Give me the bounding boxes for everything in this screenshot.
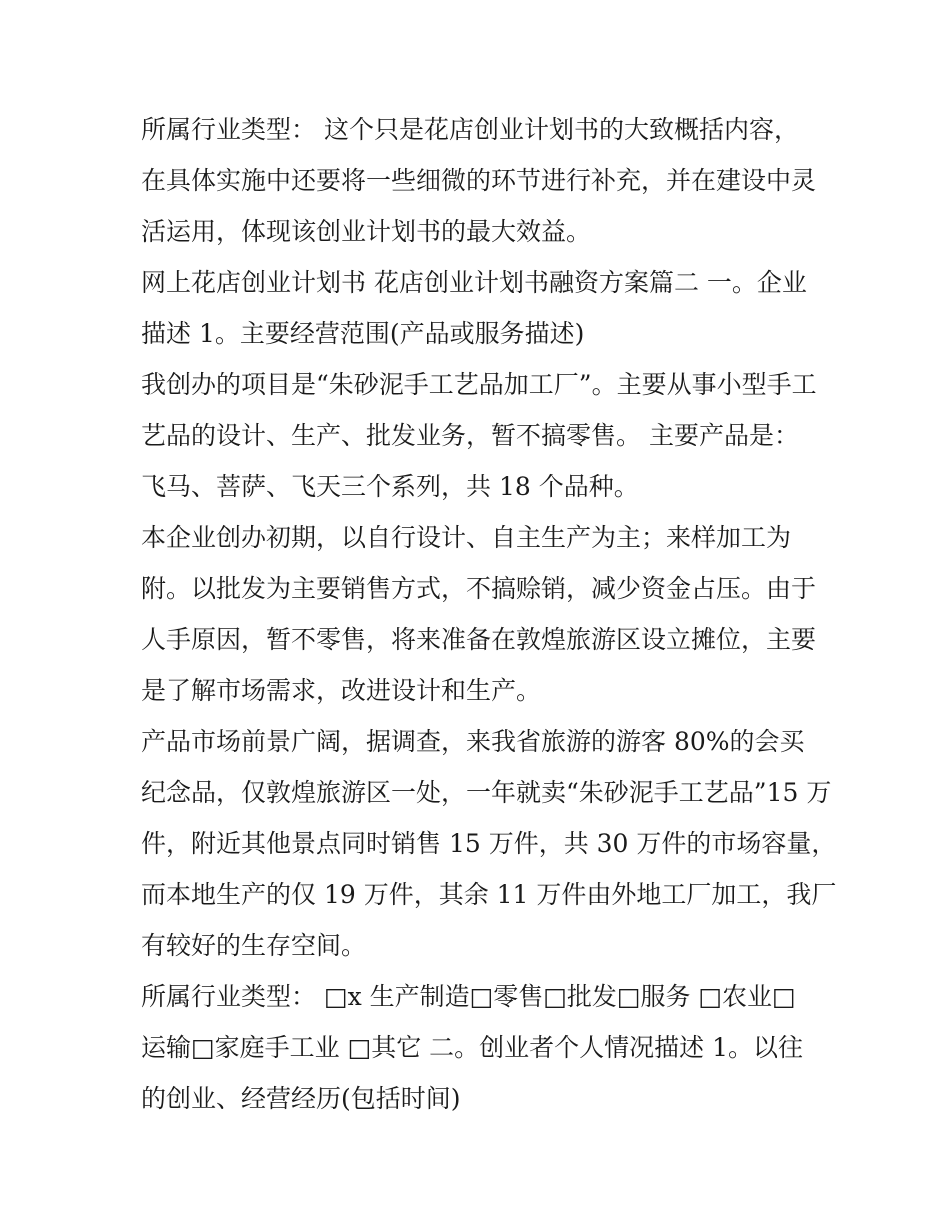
text-line: 件，附近其他景点同时销售 15 万件，共 30 万件的市场容量， xyxy=(141,829,837,858)
text-line: 而本地生产的仅 19 万件，其余 11 万件由外地工厂加工，我厂 xyxy=(141,880,837,909)
text-line: 网上花店创业计划书 花店创业计划书融资方案篇二 一。企业 xyxy=(141,268,807,297)
text-line: 是了解市场需求，改进设计和生产。 xyxy=(141,676,542,705)
text-line: 艺品的设计、生产、批发业务，暂不搞零售。 主要产品是： xyxy=(141,421,799,450)
document-body xyxy=(141,104,837,1124)
text-line: 有较好的生存空间。 xyxy=(141,931,367,960)
text-line: 所属行业类型： □x 生产制造□零售□批发□服务 □农业□ xyxy=(141,982,796,1011)
text-line: 活运用，体现该创业计划书的最大效益。 xyxy=(141,217,592,246)
text-line: 附。以批发为主要销售方式，不搞赊销，减少资金占压。由于 xyxy=(141,574,817,603)
text-line: 人手原因，暂不零售，将来准备在敦煌旅游区设立摊位，主要 xyxy=(141,625,817,654)
text-line: 飞马、菩萨、飞天三个系列，共 18 个品种。 xyxy=(141,472,639,501)
text-line: 描述 1。主要经营范围(产品或服务描述) xyxy=(141,319,585,348)
text-line: 的创业、经营经历(包括时间) xyxy=(141,1084,461,1113)
text-line: 运输□家庭手工业 □其它 二。创业者个人情况描述 1。以往 xyxy=(141,1033,803,1062)
text-line: 产品市场前景广阔，据调查，来我省旅游的游客 80%的会买 xyxy=(141,727,805,756)
text-line: 本企业创办初期，以自行设计、自主生产为主；来样加工为 xyxy=(141,523,792,552)
text-line: 所属行业类型： 这个只是花店创业计划书的大致概括内容， xyxy=(141,115,799,144)
text-line: 在具体实施中还要将一些细微的环节进行补充，并在建设中灵 xyxy=(141,166,817,195)
text-line: 我创办的项目是“朱砂泥手工艺品加工厂”。主要从事小型手工 xyxy=(141,370,817,399)
text-line: 纪念品，仅敦煌旅游区一处，一年就卖“朱砂泥手工艺品”15 万 xyxy=(141,778,832,807)
